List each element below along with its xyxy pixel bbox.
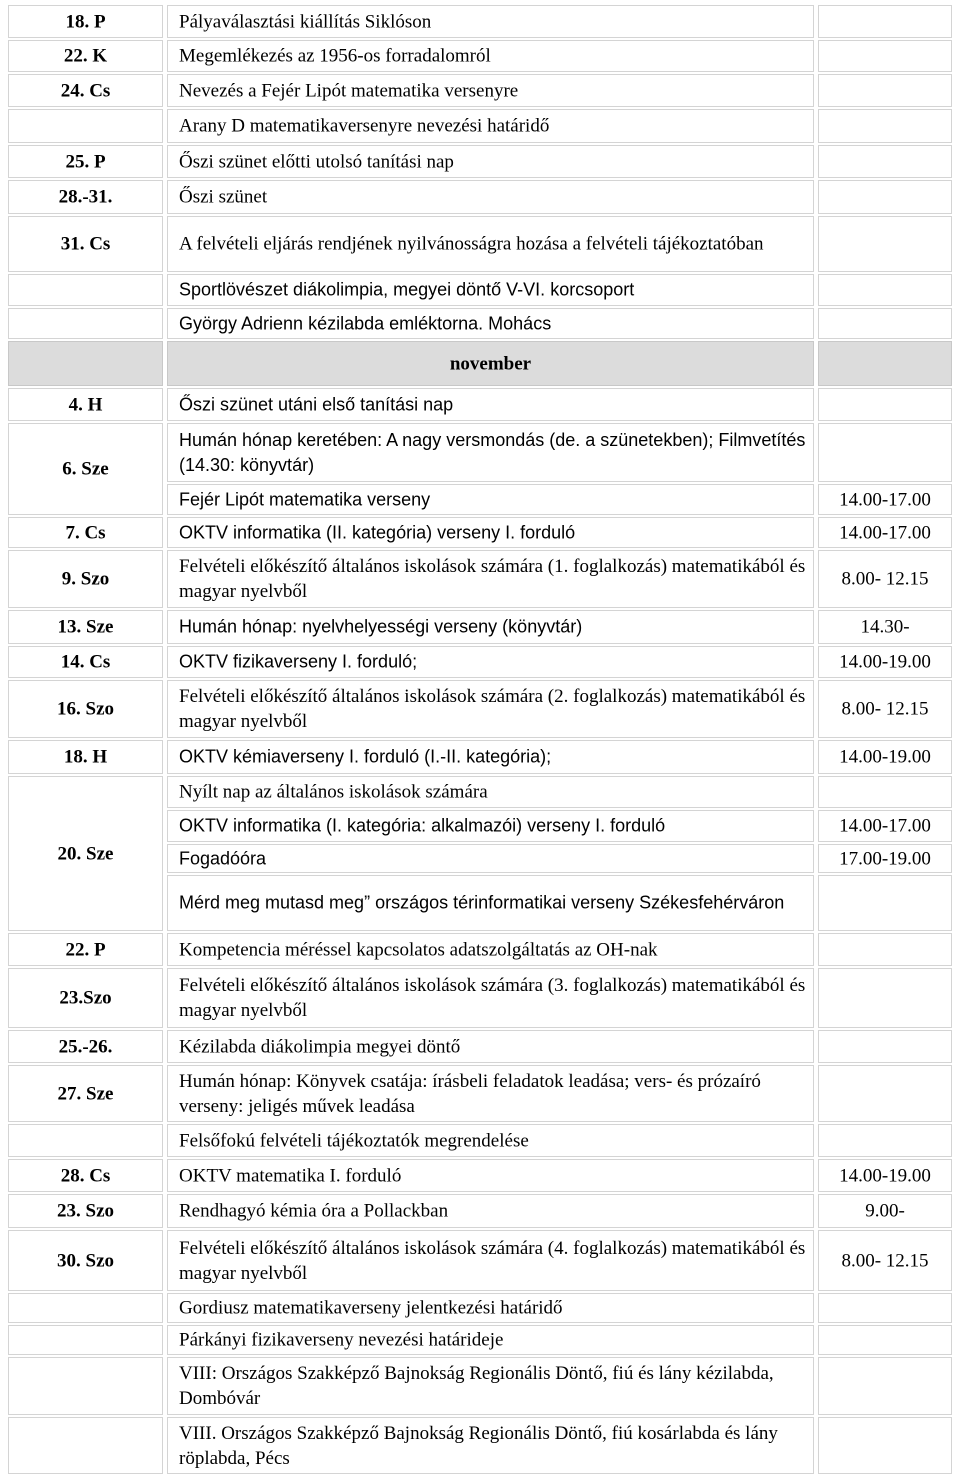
schedule-row bbox=[0, 179, 960, 215]
event-cell-text: Humán hónap: Könyvek csatája: írásbeli feladatok leadása; vers- és prózaíró verseny: jeligés művek leadása bbox=[179, 1070, 761, 1117]
event-cell-text: Fogadóóra bbox=[179, 848, 267, 868]
event-cell bbox=[167, 517, 814, 548]
time-cell-text: 8.00- 12.15 bbox=[841, 1250, 929, 1271]
event-cell-text: Kompetencia méréssel kapcsolatos adatszolgáltatás az OH-nak bbox=[179, 939, 658, 960]
day-cell bbox=[8, 550, 163, 608]
schedule-row bbox=[0, 215, 960, 273]
day-cell bbox=[8, 74, 163, 107]
event-cell bbox=[167, 680, 814, 738]
event-cell-text: Rendhagyó kémia óra a Pollackban bbox=[179, 1200, 449, 1222]
event-cell-text: A felvételi eljárás rendjének nyilvánosságra hozása a felvételi tájékoztatóban bbox=[179, 233, 764, 255]
time-cell bbox=[818, 933, 952, 966]
day-cell bbox=[8, 968, 163, 1028]
day-cell bbox=[8, 5, 163, 38]
time-cell-text: 17.00-19.00 bbox=[839, 848, 931, 869]
day-cell bbox=[8, 109, 163, 143]
time-cell bbox=[818, 1065, 952, 1122]
schedule-row bbox=[0, 1029, 960, 1064]
time-cell bbox=[818, 388, 952, 421]
time-cell bbox=[818, 308, 952, 339]
event-cell-text: OKTV informatika (II. kategória) verseny I. forduló bbox=[179, 522, 576, 542]
event-cell bbox=[167, 1124, 814, 1157]
day-cell-text: 18. H bbox=[63, 746, 108, 768]
event-cell-text: Megemlékezés az 1956-os forradalomról bbox=[179, 45, 491, 67]
time-cell bbox=[818, 109, 952, 143]
event-cell bbox=[167, 423, 814, 482]
event-cell bbox=[167, 274, 814, 306]
schedule-row bbox=[0, 4, 960, 39]
time-cell-text: 8.00- 12.15 bbox=[841, 568, 929, 590]
time-cell bbox=[818, 610, 952, 644]
day-cell-text: 23. Szo bbox=[57, 1200, 114, 1222]
time-cell bbox=[818, 740, 952, 774]
event-cell-text: Sportlövészet diákolimpia, megyei döntő V-VI. korcsoport bbox=[179, 279, 635, 300]
day-cell-text: 22. K bbox=[63, 45, 108, 67]
event-cell-text: Arany D matematikaversenyre nevezési határidő bbox=[179, 115, 550, 137]
event-cell bbox=[167, 1065, 814, 1122]
time-cell bbox=[818, 216, 952, 272]
day-cell bbox=[8, 1357, 163, 1415]
time-cell bbox=[818, 74, 952, 107]
event-cell-text: Őszi szünet utáni első tanítási nap bbox=[179, 394, 454, 414]
time-cell bbox=[818, 875, 952, 931]
day-cell bbox=[8, 1417, 163, 1474]
event-cell bbox=[167, 1030, 814, 1063]
day-cell-text: 28.-31. bbox=[58, 186, 113, 208]
time-cell bbox=[818, 40, 952, 72]
day-cell bbox=[8, 1194, 163, 1228]
event-cell bbox=[167, 388, 814, 421]
day-cell bbox=[8, 308, 163, 339]
schedule-row bbox=[0, 679, 960, 739]
day-cell bbox=[8, 145, 163, 178]
day-cell-text: 4. H bbox=[68, 394, 103, 415]
time-cell bbox=[818, 517, 952, 548]
event-cell bbox=[167, 968, 814, 1028]
event-cell-text: Felsőfokú felvételi tájékoztatók megrendelése bbox=[179, 1130, 529, 1151]
day-cell-text: 25.-26. bbox=[58, 1036, 113, 1057]
event-cell bbox=[167, 933, 814, 966]
time-cell bbox=[818, 180, 952, 214]
day-cell bbox=[8, 388, 163, 421]
time-cell bbox=[818, 1417, 952, 1474]
event-cell bbox=[167, 180, 814, 214]
schedule-row bbox=[0, 516, 960, 549]
day-cell bbox=[8, 1293, 163, 1323]
event-cell bbox=[167, 810, 814, 842]
time-cell bbox=[818, 680, 952, 738]
time-cell bbox=[818, 274, 952, 306]
month-day-cell bbox=[8, 341, 163, 386]
day-cell bbox=[8, 216, 163, 272]
day-cell bbox=[8, 776, 163, 931]
schedule-row bbox=[0, 422, 960, 483]
event-cell-text: Nyílt nap az általános iskolások számára bbox=[179, 781, 488, 803]
event-cell bbox=[167, 484, 814, 515]
event-cell bbox=[167, 1325, 814, 1355]
schedule-row bbox=[0, 1356, 960, 1416]
event-cell-text: Pályaválasztási kiállítás Siklóson bbox=[179, 11, 432, 32]
time-cell bbox=[818, 1293, 952, 1323]
time-cell bbox=[818, 1357, 952, 1415]
event-cell bbox=[167, 1293, 814, 1323]
day-cell bbox=[8, 740, 163, 774]
month-header-row bbox=[0, 340, 960, 387]
event-cell-text: Felvételi előkészítő általános iskolások számára (3. foglalkozás) matematikából és magyar nyelvből bbox=[179, 975, 806, 1021]
event-cell bbox=[167, 145, 814, 178]
time-cell bbox=[818, 844, 952, 873]
event-cell-text: OKTV kémiaverseny I. forduló (I.-II. kategória); bbox=[179, 746, 552, 767]
event-cell bbox=[167, 109, 814, 143]
schedule-row bbox=[0, 967, 960, 1029]
day-cell bbox=[8, 1159, 163, 1192]
day-cell-text: 27. Sze bbox=[57, 1083, 114, 1104]
event-cell-text: Humán hónap keretében: A nagy versmondás (de. a szünetekben); Filmvetítés (14.30: könyvtár) bbox=[179, 429, 806, 475]
event-cell bbox=[167, 308, 814, 339]
time-cell-text: 14.00-19.00 bbox=[839, 1165, 931, 1186]
schedule-row bbox=[0, 144, 960, 179]
schedule-row bbox=[0, 739, 960, 775]
event-cell bbox=[167, 216, 814, 272]
schedule-row bbox=[0, 387, 960, 422]
time-cell bbox=[818, 1230, 952, 1291]
day-cell-text: 31. Cs bbox=[60, 233, 111, 255]
time-cell-text: 14.00-19.00 bbox=[839, 651, 931, 673]
day-cell-text: 13. Sze bbox=[57, 616, 114, 638]
schedule-row bbox=[0, 932, 960, 967]
day-cell-text: 14. Cs bbox=[60, 651, 111, 673]
event-cell bbox=[167, 610, 814, 644]
event-cell bbox=[167, 74, 814, 107]
schedule-row bbox=[0, 273, 960, 307]
event-cell bbox=[167, 1159, 814, 1192]
event-cell bbox=[167, 1417, 814, 1474]
event-cell-text: OKTV fizikaverseny I. forduló; bbox=[179, 651, 418, 672]
day-cell bbox=[8, 274, 163, 306]
time-cell bbox=[818, 1030, 952, 1063]
time-cell bbox=[818, 1159, 952, 1192]
schedule-row bbox=[0, 1416, 960, 1475]
day-cell bbox=[8, 680, 163, 738]
schedule-row bbox=[0, 1193, 960, 1229]
time-cell bbox=[818, 810, 952, 842]
event-cell-text: VIII. Országos Szakképző Bajnokság Regionális Döntő, fiú kosárlabda és lány röplabda, Pécs bbox=[179, 1422, 778, 1469]
time-cell-text: 14.00-17.00 bbox=[839, 489, 931, 510]
day-cell-text: 23.Szo bbox=[59, 987, 112, 1009]
event-cell bbox=[167, 550, 814, 608]
event-cell-text: Felvételi előkészítő általános iskolások számára (1. foglalkozás) matematikából és magyar nyelvből bbox=[179, 556, 806, 602]
day-cell bbox=[8, 1124, 163, 1157]
event-cell-text: Nevezés a Fejér Lipót matematika versenyre bbox=[179, 80, 519, 101]
schedule-row bbox=[0, 1123, 960, 1158]
schedule-row bbox=[0, 1229, 960, 1292]
event-cell-text: Őszi szünet bbox=[179, 186, 268, 208]
time-cell bbox=[818, 968, 952, 1028]
event-cell-text: György Adrienn kézilabda emléktorna. Mohács bbox=[179, 313, 552, 333]
event-cell bbox=[167, 1194, 814, 1228]
day-cell bbox=[8, 1065, 163, 1122]
day-cell-text: 18. P bbox=[65, 11, 106, 32]
schedule-row bbox=[0, 549, 960, 609]
schedule-row bbox=[0, 609, 960, 645]
event-cell bbox=[167, 646, 814, 678]
time-cell bbox=[818, 423, 952, 482]
schedule-row bbox=[0, 1064, 960, 1123]
event-cell-text: Humán hónap: nyelvhelyességi verseny (könyvtár) bbox=[179, 616, 583, 637]
day-cell-text: 6. Sze bbox=[62, 458, 109, 480]
time-cell-text: 9.00- bbox=[865, 1200, 905, 1222]
day-cell-text: 7. Cs bbox=[65, 522, 106, 543]
event-cell-text: Felvételi előkészítő általános iskolások számára (2. foglalkozás) matematikából és magyar nyelvből bbox=[179, 686, 806, 732]
time-cell bbox=[818, 646, 952, 678]
day-cell-text: 30. Szo bbox=[57, 1250, 114, 1271]
day-cell bbox=[8, 1230, 163, 1291]
time-cell bbox=[818, 484, 952, 515]
time-cell bbox=[818, 1124, 952, 1157]
time-cell bbox=[818, 1194, 952, 1228]
event-cell-text: Párkányi fizikaverseny nevezési határideje bbox=[179, 1329, 504, 1351]
day-cell bbox=[8, 423, 163, 515]
event-cell-text: Kézilabda diákolimpia megyei döntő bbox=[179, 1036, 461, 1057]
time-cell bbox=[818, 145, 952, 178]
day-cell-text: 25. P bbox=[65, 151, 106, 172]
time-cell-text: 8.00- 12.15 bbox=[841, 698, 929, 720]
schedule-row bbox=[0, 73, 960, 108]
day-cell-text: 28. Cs bbox=[60, 1165, 111, 1186]
schedule-row bbox=[0, 39, 960, 73]
schedule-row bbox=[0, 1324, 960, 1356]
day-cell-text: 22. P bbox=[65, 939, 106, 960]
event-cell bbox=[167, 40, 814, 72]
event-cell bbox=[167, 1230, 814, 1291]
day-cell bbox=[8, 646, 163, 678]
event-cell-text: Mérd meg mutasd meg” országos térinformatikai verseny Székesfehérváron bbox=[179, 892, 785, 913]
day-cell bbox=[8, 40, 163, 72]
event-cell bbox=[167, 844, 814, 873]
event-cell-text: OKTV matematika I. forduló bbox=[179, 1165, 402, 1186]
time-cell-text: 14.00-17.00 bbox=[839, 815, 931, 837]
day-cell-text: 16. Szo bbox=[57, 698, 114, 720]
event-cell-text: Őszi szünet előtti utolsó tanítási nap bbox=[179, 151, 454, 172]
schedule-row bbox=[0, 1158, 960, 1193]
day-cell bbox=[8, 1030, 163, 1063]
event-cell bbox=[167, 776, 814, 808]
event-cell-text: Felvételi előkészítő általános iskolások számára (4. foglalkozás) matematikából és magyar nyelvből bbox=[179, 1237, 806, 1284]
event-cell-text: VIII: Országos Szakképző Bajnokság Regionális Döntő, fiú és lány kézilabda, Dombóvár bbox=[179, 1363, 774, 1409]
time-cell bbox=[818, 5, 952, 38]
day-cell-text: 20. Sze bbox=[57, 843, 114, 864]
day-cell bbox=[8, 933, 163, 966]
time-cell bbox=[818, 550, 952, 608]
month-title bbox=[167, 341, 814, 386]
schedule-row bbox=[0, 108, 960, 144]
event-cell-text: OKTV informatika (I. kategória: alkalmazói) verseny I. forduló bbox=[179, 815, 666, 836]
event-cell bbox=[167, 740, 814, 774]
time-cell-text: 14.30- bbox=[860, 616, 910, 638]
schedule-row bbox=[0, 645, 960, 679]
time-cell bbox=[818, 776, 952, 808]
day-cell bbox=[8, 517, 163, 548]
day-cell-text: 9. Szo bbox=[61, 568, 110, 590]
schedule-row bbox=[0, 307, 960, 340]
event-cell bbox=[167, 875, 814, 931]
month-time-cell bbox=[818, 341, 952, 386]
event-cell bbox=[167, 1357, 814, 1415]
day-cell bbox=[8, 610, 163, 644]
time-cell bbox=[818, 1325, 952, 1355]
event-cell-text: Fejér Lipót matematika verseny bbox=[179, 489, 431, 509]
schedule-row bbox=[0, 1292, 960, 1324]
time-cell-text: 14.00-19.00 bbox=[839, 746, 931, 768]
event-cell-text: Gordiusz matematikaverseny jelentkezési határidő bbox=[179, 1297, 563, 1319]
event-cell bbox=[167, 5, 814, 38]
day-cell bbox=[8, 1325, 163, 1355]
month-title-text: november bbox=[449, 353, 532, 374]
time-cell-text: 14.00-17.00 bbox=[839, 522, 931, 543]
day-cell bbox=[8, 180, 163, 214]
day-cell-text: 24. Cs bbox=[60, 80, 111, 101]
